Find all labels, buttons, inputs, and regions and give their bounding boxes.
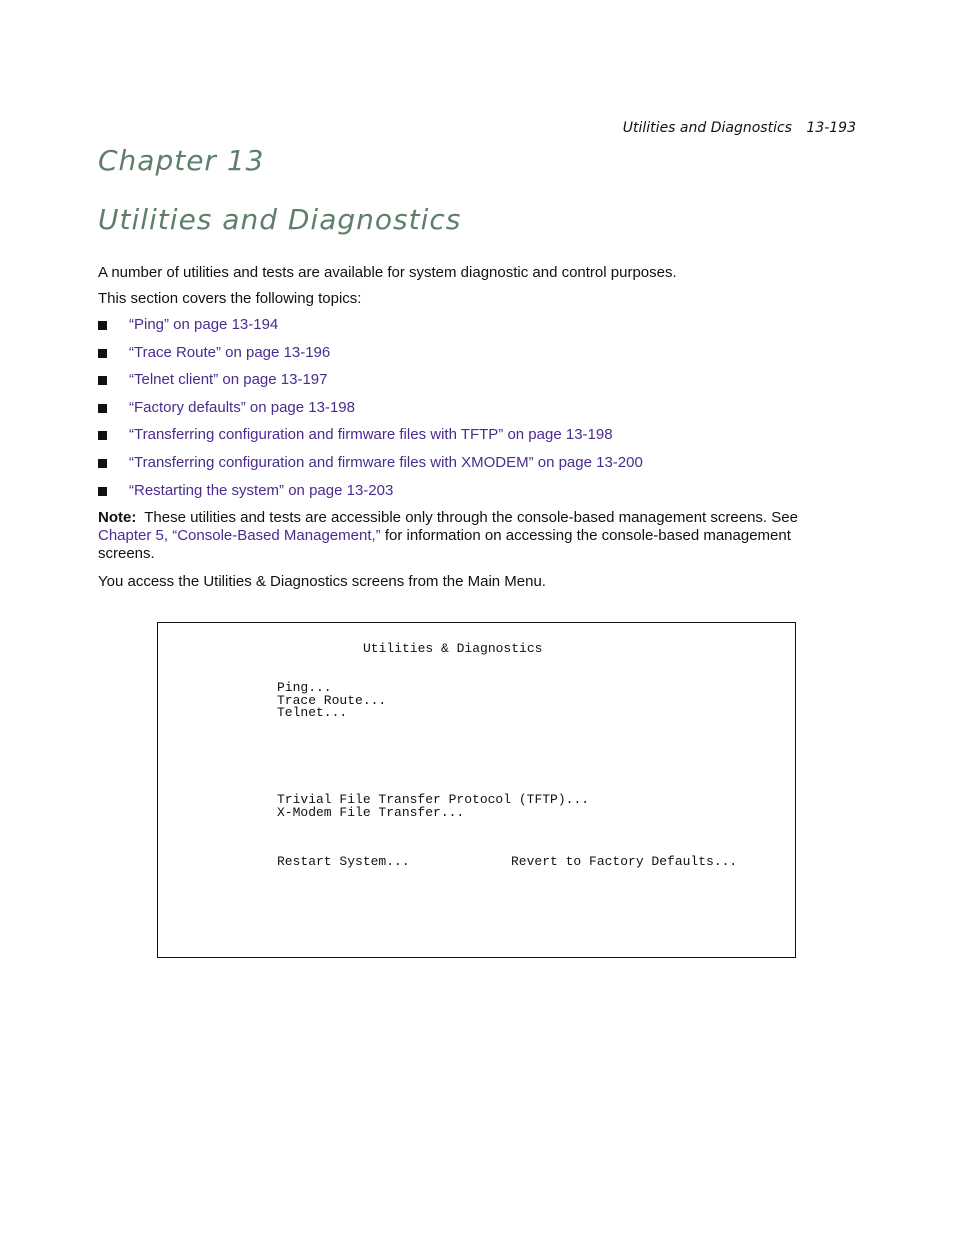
- page-number: 13-193: [806, 120, 856, 136]
- topics-list: [98, 316, 828, 500]
- console-menu-item-tftp[interactable]: Trivial File Transfer Protocol (TFTP)...: [277, 792, 590, 807]
- topic-link-restarting-system[interactable]: “Restarting the system” on page 13-203: [129, 481, 394, 499]
- list-item: [98, 344, 828, 362]
- bullet-square-icon: [98, 487, 107, 496]
- list-item: [98, 399, 828, 417]
- chapter-5-link[interactable]: Chapter 5, “Console-Based Management,”: [98, 527, 381, 545]
- bullet-square-icon: [98, 349, 107, 358]
- topic-link-telnet-client[interactable]: “Telnet client” on page 13-197: [129, 371, 328, 389]
- bullet-square-icon: [98, 459, 107, 468]
- running-header: [623, 120, 856, 136]
- note-label: Note:: [98, 509, 137, 527]
- access-paragraph: You access the Utilities & Diagnostics screens from the Main Menu.: [98, 573, 546, 591]
- console-menu-item-trace-route[interactable]: Trace Route...: [277, 693, 387, 708]
- topic-link-xmodem[interactable]: “Transferring configuration and firmware files with XMODEM” on page 13-200: [129, 453, 643, 471]
- bullet-square-icon: [98, 431, 107, 440]
- bullet-square-icon: [98, 321, 107, 330]
- topic-link-ping[interactable]: “Ping” on page 13-194: [129, 316, 279, 333]
- console-title: Utilities & Diagnostics: [363, 641, 543, 656]
- list-item: [98, 371, 828, 389]
- topic-link-factory-defaults[interactable]: “Factory defaults” on page 13-198: [129, 398, 355, 416]
- note-text-before: These utilities and tests are accessible only through the console-based management screens. See: [144, 509, 798, 527]
- list-item: [98, 316, 828, 334]
- list-item: [98, 454, 828, 472]
- topic-link-tftp[interactable]: “Transferring configuration and firmware files with TFTP” on page 13-198: [129, 426, 613, 444]
- console-menu-item-xmodem[interactable]: X-Modem File Transfer...: [277, 805, 465, 820]
- note-text-after: for information on accessing the console-based management screens.: [98, 527, 791, 563]
- intro-paragraph: A number of utilities and tests are available for system diagnostic and control purposes.: [98, 264, 677, 281]
- console-menu-item-restart-system[interactable]: Restart System...: [277, 854, 410, 869]
- console-menu-item-revert-defaults[interactable]: Revert to Factory Defaults...: [511, 854, 738, 869]
- chapter-body: [98, 264, 828, 599]
- topics-lead: This section covers the following topics:: [98, 290, 362, 307]
- console-menu-item-telnet[interactable]: Telnet...: [277, 705, 348, 720]
- console-menu-item-ping[interactable]: Ping...: [277, 680, 332, 695]
- chapter-label: Chapter 13: [98, 144, 265, 177]
- running-header-title: Utilities and Diagnostics: [622, 120, 792, 136]
- note-paragraph: [98, 509, 828, 563]
- list-item: [98, 482, 828, 500]
- console-screen: [157, 622, 796, 958]
- bullet-square-icon: [98, 376, 107, 385]
- bullet-square-icon: [98, 404, 107, 413]
- list-item: [98, 426, 828, 444]
- topic-link-trace-route[interactable]: “Trace Route” on page 13-196: [129, 343, 331, 361]
- chapter-title: Utilities and Diagnostics: [98, 203, 462, 236]
